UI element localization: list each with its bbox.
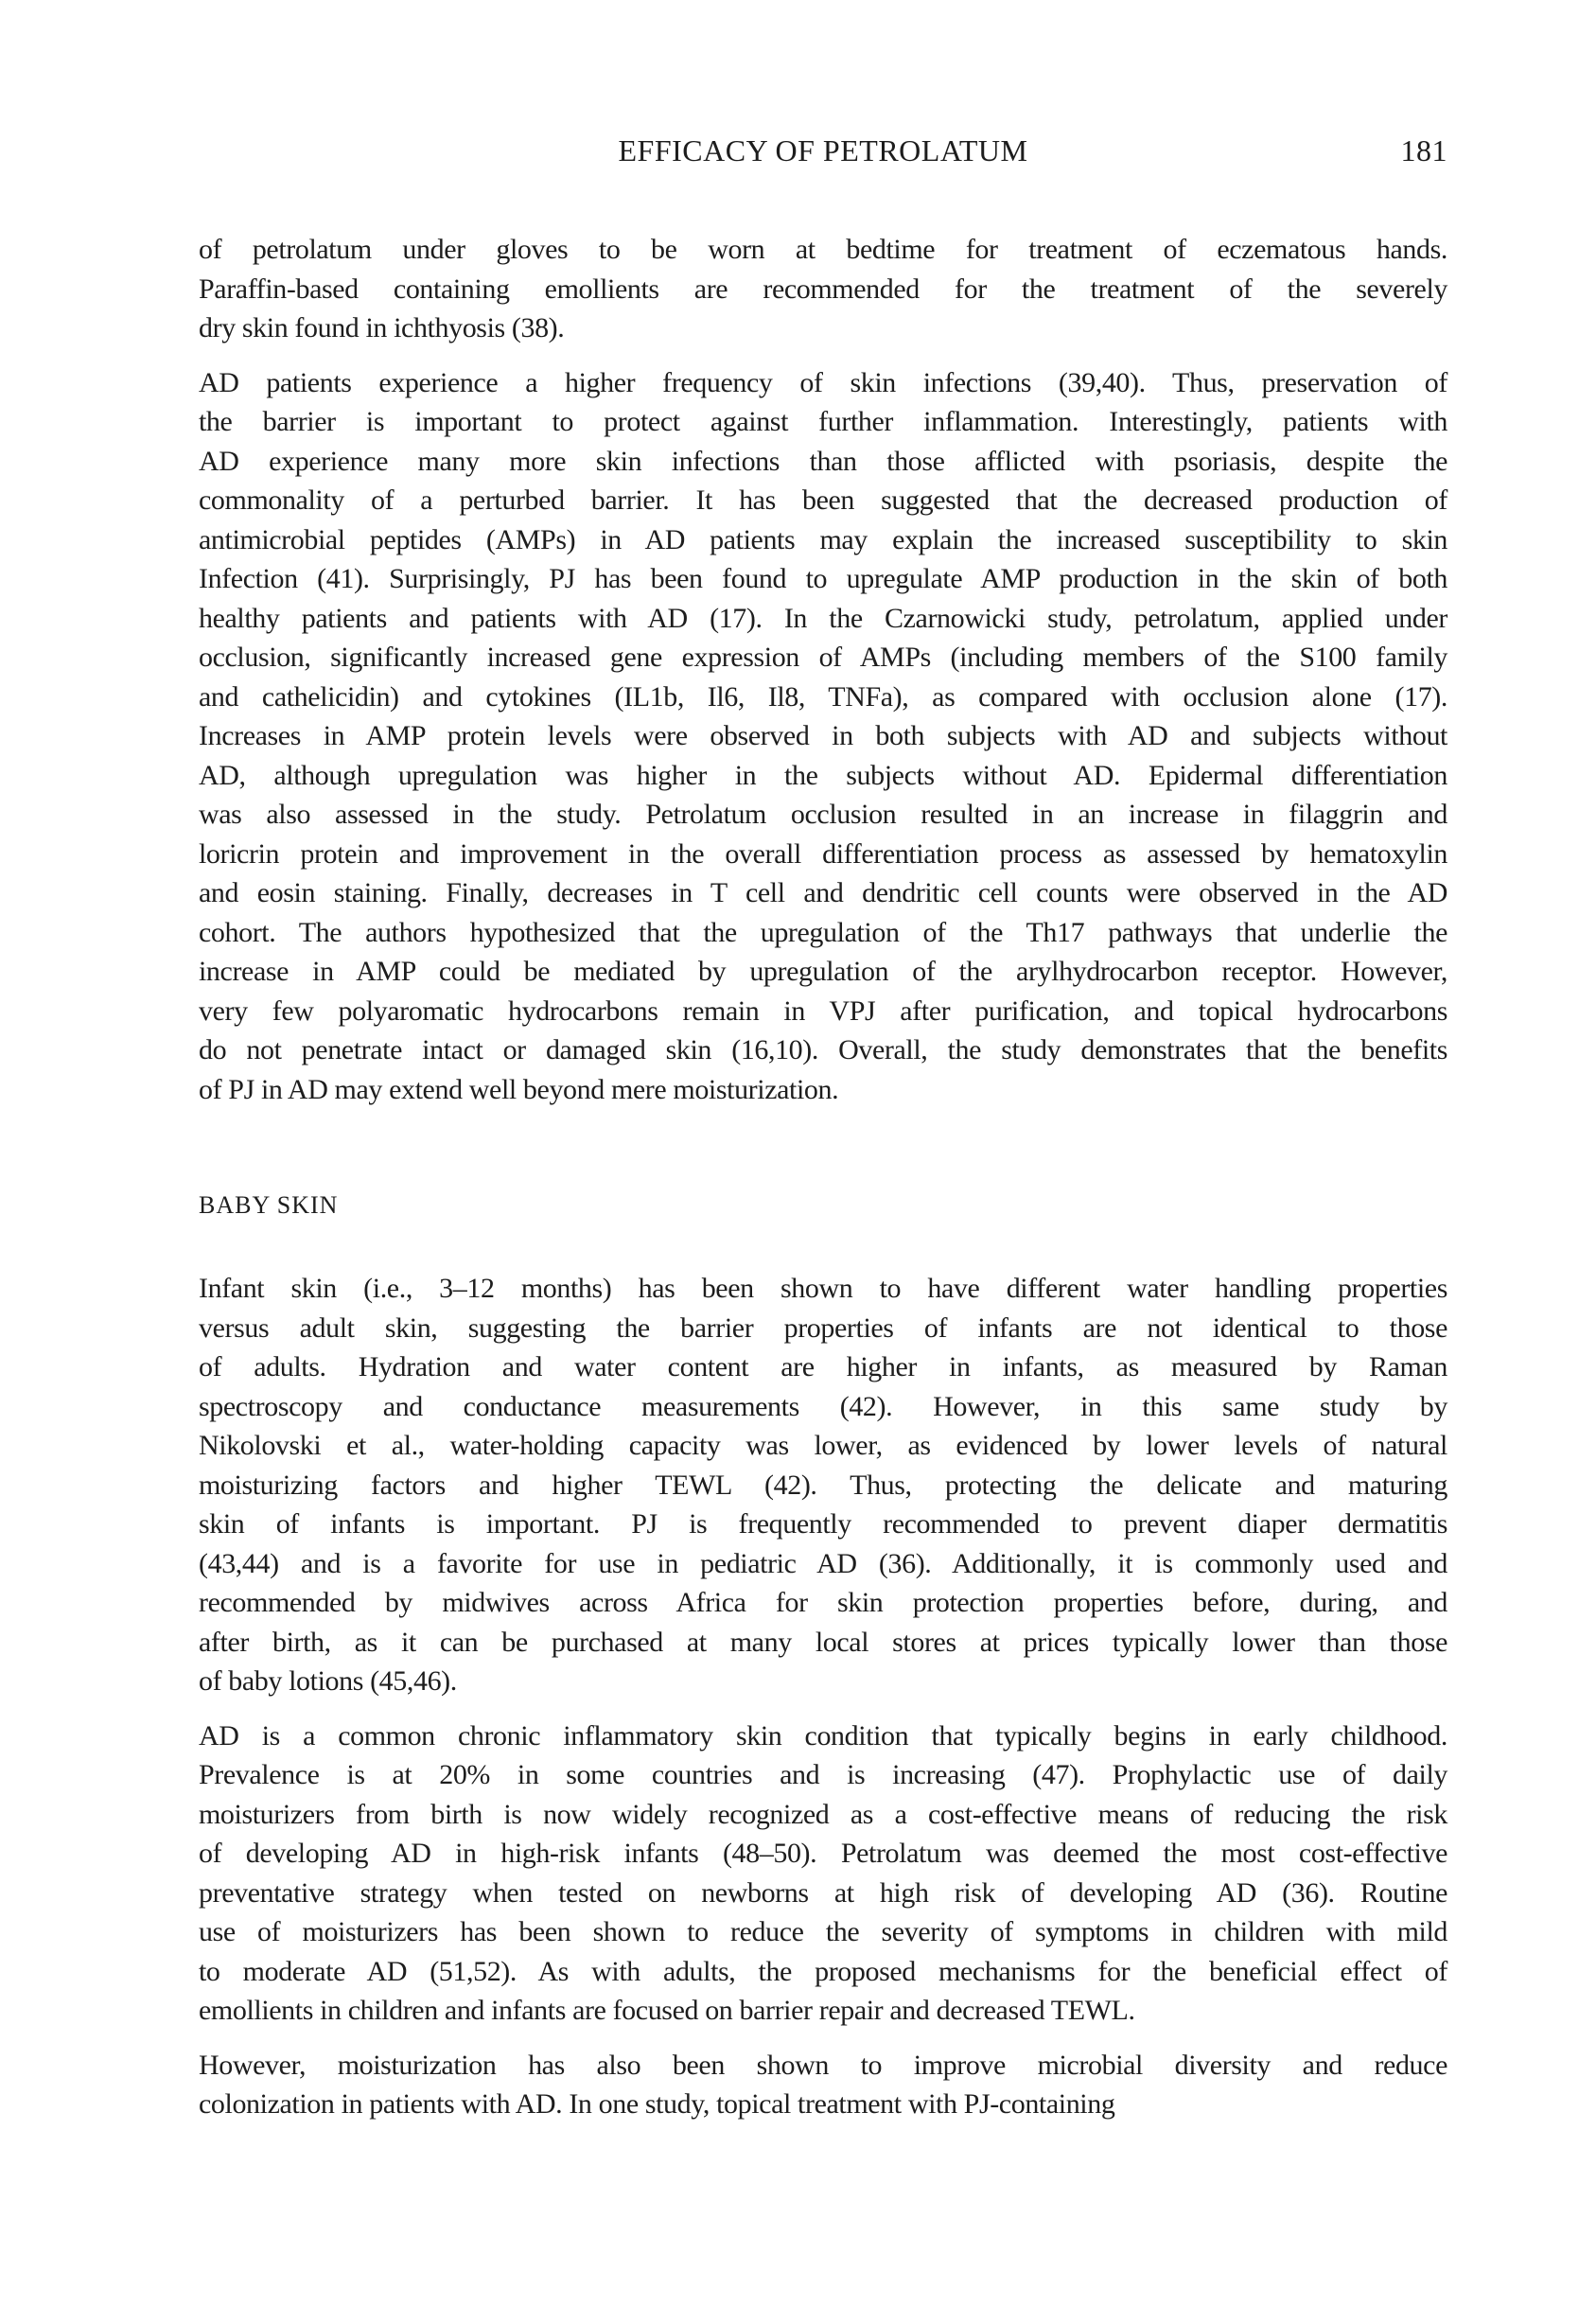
- text-line: moisturizing factors and higher TEWL (42). Thus, protecting the delicate and maturing: [199, 1469, 1447, 1501]
- text-line: the barrier is important to protect against further inflammation. Interestingly, patients with: [199, 406, 1447, 437]
- page-number: 181: [1400, 133, 1447, 167]
- text-line: (43,44) and is a favorite for use in pediatric AD (36). Additionally, it is commonly used and: [199, 1547, 1447, 1579]
- text-line: occlusion, significantly increased gene expression of AMPs (including members of the S100 family: [199, 642, 1447, 673]
- text-line: Nikolovski et al., water-holding capacity was lower, as evidenced by lower levels of natural: [199, 1430, 1447, 1461]
- text-line: after birth, as it can be purchased at many local stores at prices typically lower than those: [199, 1626, 1447, 1658]
- paragraph: [199, 363, 1447, 1110]
- text-line: AD, although upregulation was higher in the subjects without AD. Epidermal differentiation: [199, 759, 1447, 791]
- section-heading: BABY SKIN: [199, 1191, 339, 1219]
- text-line: increase in AMP could be mediated by upregulation of the arylhydrocarbon receptor. However,: [199, 956, 1447, 987]
- text-line: spectroscopy and conductance measurements (42). However, in this same study by: [199, 1390, 1447, 1422]
- text-line: of baby lotions (45,46).: [199, 1665, 457, 1697]
- text-line: emollients in children and infants are focused on barrier repair and decreased TEWL.: [199, 1995, 1135, 2026]
- text-line: use of moisturizers has been shown to reduce the severity of symptoms in children with mild: [199, 1916, 1447, 1947]
- text-line: recommended by midwives across Africa for skin protection properties before, during, and: [199, 1587, 1447, 1618]
- text-line: moisturizers from birth is now widely recognized as a cost-effective means of reducing the risk: [199, 1798, 1447, 1830]
- paragraph: [199, 2046, 1447, 2124]
- text-line: versus adult skin, suggesting the barrier properties of infants are not identical to those: [199, 1311, 1447, 1344]
- paragraph: [199, 1716, 1447, 2031]
- paragraph: [199, 230, 1447, 348]
- text-line: AD experience many more skin infections than those afflicted with psoriasis, despite the: [199, 445, 1447, 477]
- text-line: and eosin staining. Finally, decreases in T cell and dendritic cell counts were observed in the AD: [199, 877, 1447, 908]
- text-line: of petrolatum under gloves to be worn at bedtime for treatment of eczematous hands.: [199, 234, 1447, 265]
- text-line: of adults. Hydration and water content are higher in infants, as measured by Raman: [199, 1351, 1447, 1382]
- text-line: very few polyaromatic hydrocarbons remain in VPJ after purification, and topical hydrocarbons: [199, 995, 1447, 1027]
- text-block: [199, 130, 1447, 2139]
- paragraph: [199, 1269, 1447, 1701]
- text-line: skin of infants is important. PJ is frequently recommended to prevent diaper dermatitis: [199, 1508, 1447, 1540]
- text-line: AD patients experience a higher frequency of skin infections (39,40). Thus, preservation of: [199, 366, 1447, 398]
- text-line: cohort. The authors hypothesized that the upregulation of the Th17 pathways that underlie the: [199, 916, 1447, 948]
- page-body: [199, 230, 1447, 2124]
- text-line: colonization in patients with AD. In one study, topical treatment with PJ-containing: [199, 2088, 1115, 2120]
- text-line: healthy patients and patients with AD (17). In the Czarnowicki study, petrolatum, applied under: [199, 602, 1447, 634]
- text-line: AD is a common chronic inflammatory skin condition that typically begins in early childhood.: [199, 1719, 1447, 1752]
- text-line: preventative strategy when tested on newborns at high risk of developing AD (36). Routine: [199, 1876, 1447, 1909]
- text-line: of PJ in AD may extend well beyond mere moisturization.: [199, 1073, 839, 1105]
- text-line: was also assessed in the study. Petrolatum occlusion resulted in an increase in filaggrin and: [199, 799, 1447, 830]
- running-head-title: EFFICACY OF PETROLATUM: [618, 133, 1028, 167]
- text-line: and cathelicidin) and cytokines (IL1b, Il6, Il8, TNFa), as compared with occlusion alone (17).: [199, 680, 1447, 713]
- text-line: dry skin found in ichthyosis (38).: [199, 312, 565, 343]
- text-line: Infant skin (i.e., 3–12 months) has been shown to have different water handling properties: [199, 1273, 1447, 1304]
- text-line: Increases in AMP protein levels were observed in both subjects with AD and subjects without: [199, 720, 1447, 751]
- text-line: Paraffin-based containing emollients are recommended for the treatment of the severely: [199, 273, 1447, 305]
- text-line: to moderate AD (51,52). As with adults, the proposed mechanisms for the beneficial effect of: [199, 1955, 1447, 1987]
- text-line: antimicrobial peptides (AMPs) in AD patients may explain the increased susceptibility to skin: [199, 523, 1447, 555]
- text-line: commonality of a perturbed barrier. It has been suggested that the decreased production of: [199, 484, 1447, 516]
- text-line: loricrin protein and improvement in the overall differentiation process as assessed by hematoxylin: [199, 837, 1447, 870]
- text-line: do not penetrate intact or damaged skin (16,10). Overall, the study demonstrates that the benefits: [199, 1034, 1447, 1065]
- text-line: Prevalence is at 20% in some countries and is increasing (47). Prophylactic use of daily: [199, 1759, 1447, 1790]
- text-line: Infection (41). Surprisingly, PJ has been found to upregulate AMP production in the skin of both: [199, 563, 1447, 594]
- running-head: [199, 130, 1447, 171]
- text-line: However, moisturization has also been shown to improve microbial diversity and reduce: [199, 2049, 1447, 2081]
- text-line: of developing AD in high-risk infants (48–50). Petrolatum was deemed the most cost-effective: [199, 1838, 1447, 1869]
